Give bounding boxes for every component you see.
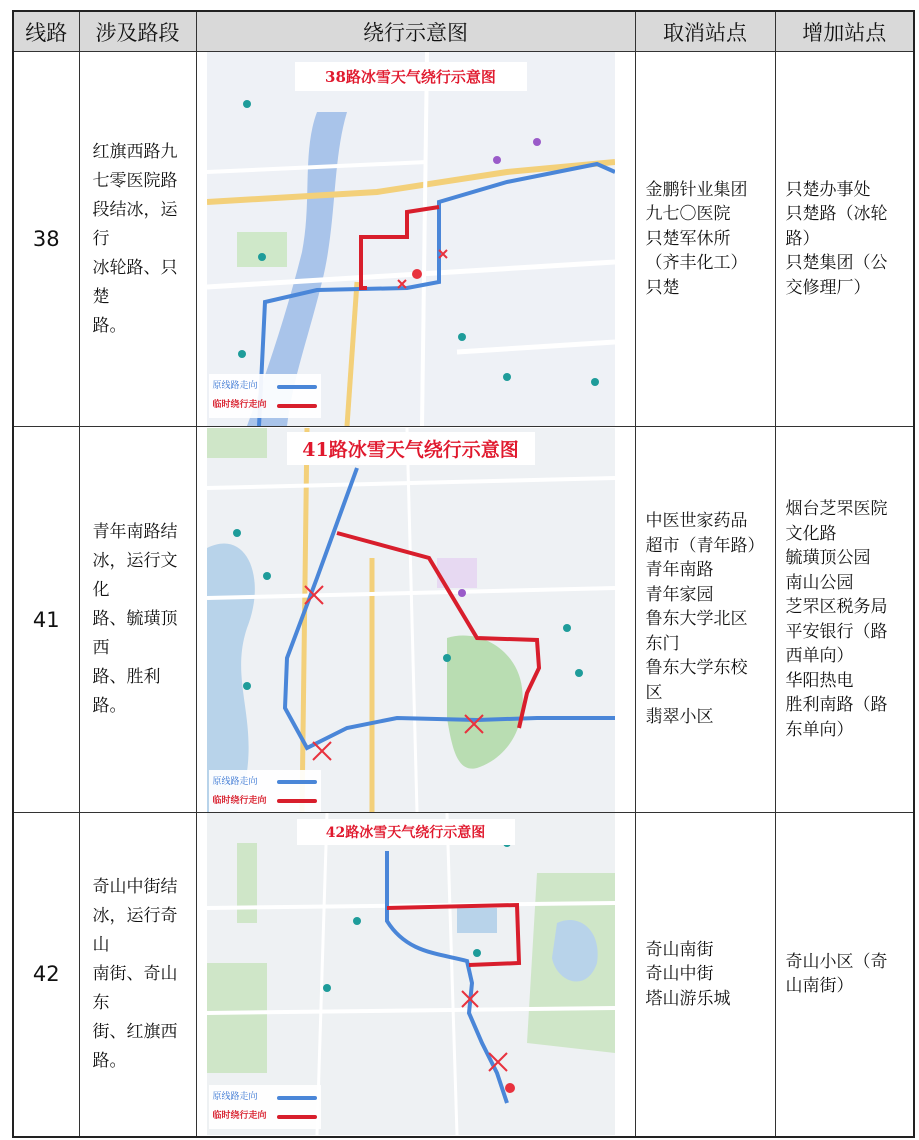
line-number: 38 bbox=[13, 52, 79, 427]
section-line: 红旗西路九 bbox=[92, 141, 178, 162]
location-pin-icon bbox=[505, 1083, 515, 1093]
stop-item: 九七〇医院 bbox=[645, 204, 731, 225]
stop-item: 东单向） bbox=[785, 719, 854, 740]
legend-original-label: 原线路走向 bbox=[212, 381, 258, 391]
section-line: 街、红旗西 bbox=[92, 1021, 178, 1042]
stop-item: 毓璜顶公园 bbox=[785, 548, 871, 568]
stop-item: 奇山小区（奇 bbox=[785, 951, 888, 972]
header-section: 涉及路段 bbox=[79, 11, 196, 52]
map-cell bbox=[196, 52, 635, 427]
legend-detour-label: 临时绕行走向 bbox=[212, 1111, 267, 1122]
map-title: 38路冰雪天气绕行示意图 bbox=[295, 62, 527, 91]
map-graphic bbox=[207, 428, 615, 812]
section-line: 冰，运行奇山 bbox=[92, 905, 178, 955]
header-added: 增加站点 bbox=[775, 11, 914, 52]
section-line: 青年南路结 bbox=[92, 522, 178, 542]
stop-item: 区 bbox=[645, 682, 663, 703]
legend-original-label: 原线路走向 bbox=[212, 776, 258, 787]
header-cancelled: 取消站点 bbox=[635, 11, 775, 52]
stop-item: 青年家园 bbox=[645, 584, 714, 605]
map-title: 42路冰雪天气绕行示意图 bbox=[297, 819, 515, 845]
stop-item: 芝罘区税务局 bbox=[785, 597, 888, 617]
stop-item: 超市（青年路） bbox=[645, 535, 765, 556]
stop-item: 山南街） bbox=[785, 976, 854, 997]
added-stops bbox=[775, 427, 914, 813]
map-title: 41路冰雪天气绕行示意图 bbox=[287, 432, 535, 465]
stop-item: 文化路 bbox=[785, 523, 837, 544]
section-line: 冰轮路、只楚 bbox=[92, 257, 178, 307]
stop-item: 平安银行（路 bbox=[785, 621, 888, 642]
section-line: 七零医院路 bbox=[92, 170, 178, 191]
map-cell bbox=[196, 813, 635, 1137]
stop-item: 金鹏针业集团 bbox=[645, 179, 748, 200]
stop-item: 烟台芝罘医院 bbox=[785, 499, 888, 519]
detour-map-41 bbox=[207, 428, 615, 812]
stop-item: 中医世家药品 bbox=[645, 511, 748, 532]
stop-item: 只楚路（冰轮 bbox=[785, 204, 888, 225]
stop-item: 青年南路 bbox=[645, 560, 714, 581]
added-stops bbox=[775, 813, 914, 1137]
section-line: 段结冰，运行 bbox=[92, 199, 178, 249]
header-row bbox=[13, 11, 914, 52]
stop-item: 华阳热电 bbox=[785, 670, 854, 691]
stop-item: 西单向） bbox=[785, 646, 854, 666]
table-row bbox=[13, 427, 914, 813]
stop-item: 只楚集团（公 bbox=[785, 253, 888, 274]
section-line: 路、胜利路。 bbox=[92, 667, 161, 716]
stop-item: （齐丰化工） bbox=[645, 253, 748, 274]
stop-item: 只楚 bbox=[645, 277, 680, 298]
map-legend bbox=[209, 374, 321, 418]
stop-item: 只楚军休所 bbox=[645, 228, 731, 249]
legend-original-label: 原线路走向 bbox=[212, 1092, 258, 1103]
detour-map-42 bbox=[207, 813, 615, 1135]
stop-item: 路） bbox=[785, 228, 820, 249]
hospital-icon bbox=[412, 269, 422, 279]
section-line: 路。 bbox=[92, 1050, 127, 1071]
line-number: 41 bbox=[13, 427, 79, 813]
table-row bbox=[13, 813, 914, 1137]
line-number: 42 bbox=[13, 813, 79, 1137]
header-line: 线路 bbox=[13, 11, 79, 52]
stop-item: 胜利南路（路 bbox=[785, 695, 888, 715]
stop-item: 鲁东大学东校 bbox=[645, 658, 748, 679]
stop-item: 东门 bbox=[645, 633, 680, 654]
map-graphic bbox=[207, 52, 615, 426]
stop-item: 塔山游乐城 bbox=[645, 988, 731, 1009]
detour-table bbox=[12, 10, 915, 1138]
map-cell bbox=[196, 427, 635, 813]
section-line: 奇山中街结 bbox=[92, 876, 178, 897]
section-line: 路、毓璜顶西 bbox=[92, 609, 178, 658]
section-cell bbox=[79, 427, 196, 813]
map-legend bbox=[209, 770, 321, 812]
cancelled-stops bbox=[635, 813, 775, 1137]
section-cell bbox=[79, 813, 196, 1137]
stop-item: 交修理厂） bbox=[785, 277, 871, 298]
stop-item: 鲁东大学北区 bbox=[645, 609, 748, 630]
section-line: 南街、奇山东 bbox=[92, 963, 178, 1013]
section-line: 路。 bbox=[92, 315, 127, 336]
detour-map-38 bbox=[207, 52, 615, 426]
section-cell bbox=[79, 52, 196, 427]
map-legend bbox=[209, 1085, 321, 1129]
cancelled-stops bbox=[635, 427, 775, 813]
legend-detour-label: 临时绕行走向 bbox=[212, 400, 267, 410]
legend-detour-label: 临时绕行走向 bbox=[212, 795, 267, 806]
added-stops bbox=[775, 52, 914, 427]
stop-item: 翡翠小区 bbox=[645, 707, 714, 728]
stop-item: 南山公园 bbox=[785, 572, 854, 593]
stop-item: 奇山中街 bbox=[645, 964, 714, 984]
section-line: 冰，运行文化 bbox=[92, 551, 178, 600]
stop-item: 只楚办事处 bbox=[785, 179, 871, 200]
header-map: 绕行示意图 bbox=[196, 11, 635, 52]
table-row bbox=[13, 52, 914, 427]
stop-item: 奇山南街 bbox=[645, 939, 714, 960]
cancelled-stops bbox=[635, 52, 775, 427]
